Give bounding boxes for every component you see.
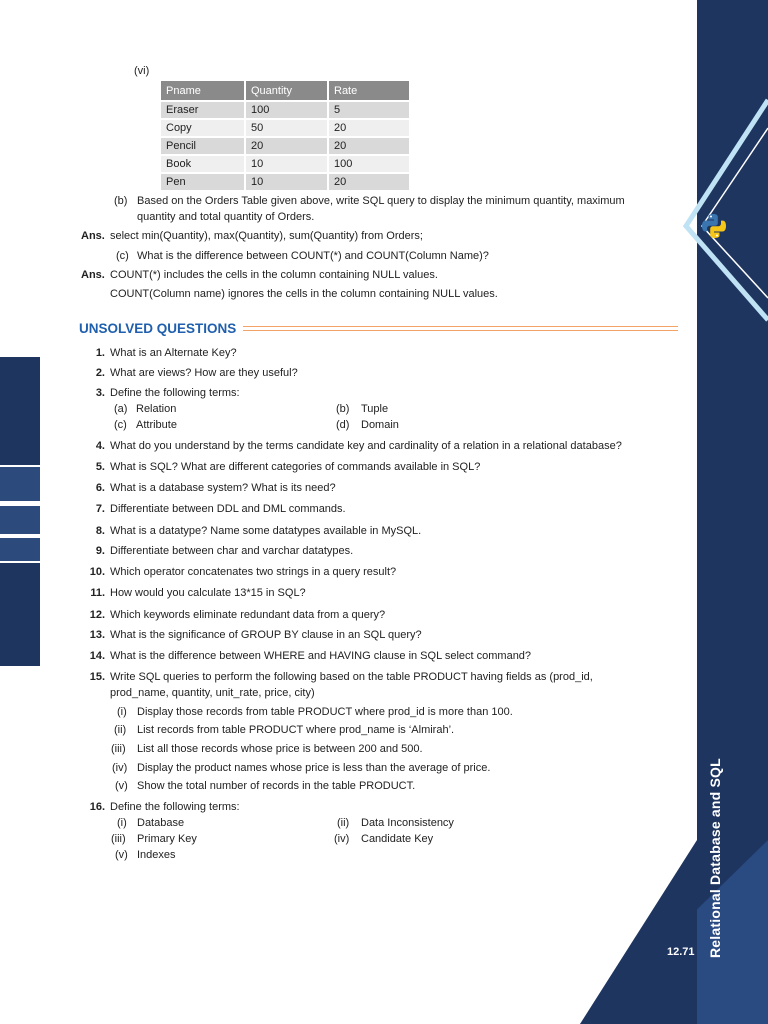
term-text: Attribute [136, 419, 177, 431]
question-text: Define the following terms: [110, 387, 240, 399]
answer-text: COUNT(*) includes the cells in the column containing NULL values. [110, 269, 438, 281]
question-text: How would you calculate 13*15 in SQL? [110, 587, 306, 599]
table-cell: 10 [245, 155, 328, 173]
question-number: 9. [95, 545, 105, 557]
question-number: 2. [95, 367, 105, 379]
part-c-label: (c) [116, 250, 129, 262]
term-text: Indexes [137, 849, 176, 861]
table-row [161, 137, 410, 155]
table-cell: 20 [328, 173, 410, 190]
question-number: 16. [89, 801, 105, 813]
question-text: What is a database system? What is its need? [110, 482, 336, 494]
question-number: 7. [95, 503, 105, 515]
table-cell: Pen [161, 173, 245, 190]
question-text: What is a datatype? Name some datatypes available in MySQL. [110, 525, 422, 537]
column-header: Quantity [245, 81, 328, 101]
item-text: Display those records from table PRODUCT where prod_id is more than 100. [137, 706, 513, 718]
question-number: 11. [90, 587, 105, 599]
table-cell: Book [161, 155, 245, 173]
page-number: 12.71 [667, 946, 695, 958]
item-text: List records from table PRODUCT where prod_name is ‘Almirah’. [137, 724, 455, 736]
chapter-title: Relational Database and SQL [707, 758, 723, 958]
question-number: 14. [89, 650, 105, 662]
part-b-label: (b) [114, 195, 128, 207]
question-text: What is the difference between WHERE and HAVING clause in SQL select command? [110, 650, 532, 662]
term-text: Tuple [361, 403, 389, 415]
question-text: What is the significance of GROUP BY clause in an SQL query? [110, 629, 422, 641]
part-c-text: What is the difference between COUNT(*) and COUNT(Column Name)? [137, 250, 489, 262]
question-text: Which operator concatenates two strings in a query result? [110, 566, 397, 578]
left-tab [0, 506, 40, 534]
left-tab [0, 357, 40, 465]
term-label: (a) [114, 403, 128, 415]
item-label: (v) [115, 780, 128, 792]
question-number: 3. [95, 387, 105, 399]
question-text: Define the following terms: [110, 801, 240, 813]
question-text: What is SQL? What are different categories of commands available in SQL? [110, 461, 481, 473]
item-label: (i) [117, 706, 127, 718]
column-header: Pname [161, 81, 245, 101]
table-cell: 20 [328, 137, 410, 155]
answer-text: select min(Quantity), max(Quantity), sum(Quantity) from Orders; [110, 230, 423, 242]
table-cell: 10 [245, 173, 328, 190]
term-text: Database [137, 817, 185, 829]
term-label: (iv) [334, 833, 350, 845]
python-logo-icon [699, 211, 729, 241]
question-number: 4. [95, 440, 105, 452]
question-number: 5. [95, 461, 105, 473]
term-label: (d) [336, 419, 350, 431]
item-label: (iv) [112, 762, 128, 774]
item-label: (ii) [114, 724, 127, 736]
section-heading: UNSOLVED QUESTIONS [79, 321, 237, 336]
question-text: Which keywords eliminate redundant data from a query? [110, 609, 386, 621]
orders-table [161, 81, 411, 190]
table-cell: 100 [328, 155, 410, 173]
term-text: Relation [136, 403, 177, 415]
question-number: 1. [95, 347, 105, 359]
column-header: Rate [328, 81, 410, 101]
answer-label: Ans. [81, 269, 105, 281]
question-text: prod_name, quantity, unit_rate, price, city) [110, 687, 315, 699]
question-number: 6. [95, 482, 105, 494]
part-b-text: quantity and total quantity of Orders. [137, 211, 315, 223]
question-text: Write SQL queries to perform the following based on the table PRODUCT having fields as (prod_id, [110, 671, 593, 683]
answer-label: Ans. [81, 230, 105, 242]
term-label: (i) [117, 817, 127, 829]
question-number: 15. [89, 671, 105, 683]
question-text: What do you understand by the terms candidate key and cardinality of a relation in a relational database? [110, 440, 622, 452]
table-cell: 100 [245, 101, 328, 119]
table-label: (vi) [134, 65, 150, 77]
table-cell: Copy [161, 119, 245, 137]
table-row [161, 173, 410, 190]
table-cell: Pencil [161, 137, 245, 155]
item-text: Display the product names whose price is less than the average of price. [137, 762, 491, 774]
table-row [161, 119, 410, 137]
term-text: Data Inconsistency [361, 817, 454, 829]
item-text: Show the total number of records in the table PRODUCT. [137, 780, 416, 792]
term-label: (c) [114, 419, 127, 431]
left-tab [0, 538, 40, 561]
term-text: Domain [361, 419, 399, 431]
question-number: 12. [89, 609, 105, 621]
item-label: (iii) [111, 743, 126, 755]
left-tab [0, 563, 40, 666]
table-cell: Eraser [161, 101, 245, 119]
table-row [161, 101, 410, 119]
question-text: Differentiate between char and varchar datatypes. [110, 545, 354, 557]
answer-text: COUNT(Column name) ignores the cells in the column containing NULL values. [110, 288, 498, 300]
term-label: (iii) [111, 833, 126, 845]
table-cell: 20 [245, 137, 328, 155]
term-text: Candidate Key [361, 833, 434, 845]
table-header-row [161, 81, 410, 101]
term-label: (v) [115, 849, 128, 861]
left-tab [0, 467, 40, 501]
table-cell: 20 [328, 119, 410, 137]
question-text: What is an Alternate Key? [110, 347, 237, 359]
table-cell: 5 [328, 101, 410, 119]
heading-rule [243, 326, 678, 332]
table-cell: 50 [245, 119, 328, 137]
question-number: 8. [95, 525, 105, 537]
term-label: (ii) [337, 817, 350, 829]
table-row [161, 155, 410, 173]
question-text: Differentiate between DDL and DML commands. [110, 503, 346, 515]
item-text: List all those records whose price is between 200 and 500. [137, 743, 423, 755]
part-b-text: Based on the Orders Table given above, write SQL query to display the minimum quantity, maximum [137, 195, 625, 207]
term-text: Primary Key [137, 833, 197, 845]
question-number: 13. [89, 629, 105, 641]
question-number: 10. [89, 566, 105, 578]
question-text: What are views? How are they useful? [110, 367, 298, 379]
term-label: (b) [336, 403, 350, 415]
